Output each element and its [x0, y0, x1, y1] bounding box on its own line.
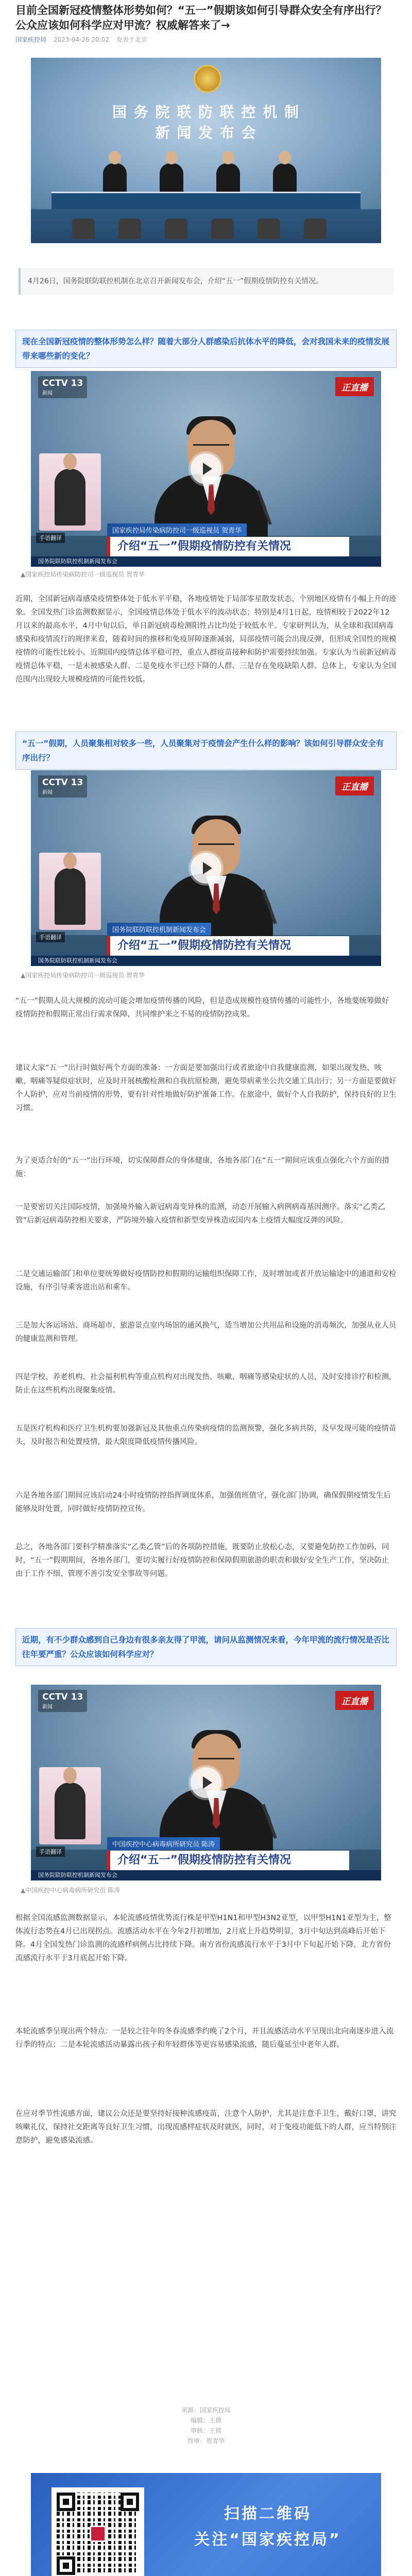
video-ticker: 国务院联防联控机制新闻发布会 [31, 956, 381, 966]
video-player-1[interactable] [31, 371, 381, 567]
audience-member [304, 218, 327, 239]
video-headline: 介绍“五一”假期疫情防控有关情况 [107, 537, 349, 556]
paragraph: 在应对季节性流感方面，建议公众还是要坚持好接种流感疫苗，注意个人防护，尤其是注意手卫生，戴好口罩，讲究咳嗽礼仪，保持社交距离等良好卫生习惯，出现流感样症状及时就医，同时，对于免疫功能低下的人群，应当特别注意防护，避免感染流感。 [15, 2110, 397, 2145]
play-icon[interactable] [191, 853, 221, 884]
sign-label: 手语翻译 [36, 533, 65, 543]
paragraph: 二是交通运输部门和单位要统筹做好疫情防控和假期的运输组织保障工作，及时增加或者开放运输途中的通道和安检设施，有序引导乘客进出站和乘车。 [15, 1270, 397, 1292]
paragraph: 一是要密切关注国际疫情，加强境外输入新冠病毒变异株的监测，动态开展输入病例病毒基因测序。落实“乙类乙管”后新冠病毒防控相关要求，严防境外输入疫情和新型变异株造成国内本土疫情大幅度反弹的风险。 [15, 1203, 386, 1225]
speaker-lower-third: 国务院联防联控机制新闻发布会 [107, 923, 211, 936]
panel-speaker [273, 163, 297, 194]
video-caption-3: ▲中国疾控中心病毒病所研究员 陈涛 [21, 1887, 121, 1894]
cctv13-logo: CCTV 13 新闻 [38, 1690, 87, 1712]
article-location: 发表于北京 [116, 36, 147, 43]
video-ticker: 国务院联防联控机制新闻发布会 [31, 556, 381, 567]
sign-interpreter [55, 868, 85, 925]
paragraph: 四是学校、养老机构、社会福利机构等重点机构对出现发热、咳嗽、咽痛等感染症状的人员，及时安排诊疗和检测，防止在这些机构出现聚集疫情。 [15, 1373, 397, 1395]
cctv13-logo: CCTV 13 新闻 [38, 376, 87, 398]
question-box-2: “五一”假期，人员聚集相对较多一些，人员聚集对于疫情会产生什么样的影响？该如何引导群众安全有序出行？ [15, 732, 397, 770]
speaker-glasses [193, 444, 229, 454]
paragraph: 根据全国流感监测数据显示，本轮流感疫情优势流行株是甲型H1N1和甲型H3N2亚型，以甲型H1N1亚型为主，整体流行态势在4月已出现拐点。流感活动水平在今年2月初增加，2月底上升趋势明显，3月中旬达到高峰后开始下降。4月全国发热门诊监测的流感样病例占比持续下降。南方省份流感流行水平于3月中下旬起开始下降，北方省份流感流行水平于3月底起开始下降。 [15, 1914, 391, 1962]
qr-finder [57, 2493, 75, 2511]
qr-center-logo-icon [90, 2526, 106, 2542]
photo-banner-line2: 新 闻 发 布 会 [155, 124, 257, 141]
audience-member [211, 218, 234, 239]
live-badge: 正直播 [335, 1691, 374, 1710]
press-conference-photo [31, 58, 381, 243]
question-box-1: 现在全国新冠疫情的整体形势怎么样？随着大部分人群感染后抗体水平的降低，会对我国未来的疫情发展带来哪些新的变化？ [15, 330, 397, 368]
article-title: 目前全国新冠疫情整体形势如何？“五一”假期该如何引导群众安全有序出行？公众应该如何科学应对甲流？权威解答来了→ [15, 4, 387, 31]
follow-banner [31, 2473, 381, 2576]
sign-label: 手语翻译 [36, 932, 65, 942]
question-box-3: 近期，有不少群众感到自己身边有很多亲友得了甲流，请问从监测情况来看，今年甲流的流行情况是否比往年要严重？公众应该如何科学应对？ [15, 1628, 397, 1666]
sign-interpreter [55, 1783, 85, 1839]
paragraph: 建议大家“五一”出行时做好两个方面的准备：一方面是要加强出行或者旅途中自我健康监测，如果出现发热、咳嗽、咽痛等疑似症状时，应及时开展核酸检测和自我抗原检测，避免带病乘坐公共交通工具出行；另一方面是要做好个人防护，应对当前疫情的形势，要有针对性地做好防护准备工作。在旅途中，做好个人自我防护，保持良好的卫生习惯。 [15, 1064, 397, 1112]
national-emblem-icon [194, 65, 221, 93]
paragraph: 本轮流感季呈现出两个特点：一是较之往年的冬春流感季约晚了2个月，并且流感活动水平呈现出北向南逐步进入流行季的特点；二是本轮流感活动暴露出孩子和年轻群体等更容易感染流感，随后蔓延至中老年人群。 [15, 2027, 394, 2049]
intro-quote: 4月26日，国务院联防联控机制在北京召开新闻发布会，介绍“五一”假期疫情防控有关情况。 [19, 268, 393, 295]
credit-final: 终审：贺青华 [187, 2437, 225, 2445]
qr-subtitle: 关注“国家疾控局” [194, 2531, 341, 2549]
paragraph: 近期，全国新冠病毒感染疫情整体处于低水平平稳，各地疫情处于局部零星散发状态，个别地区疫情有小幅上升的迹象。全国发热门诊监测数据显示，全国疫情总体处于低水平的波动状态；特别是4月1日起，疫情相较于2022年12月以来的最高水平，4月中旬以后，单日新冠病毒检测阳性占比均处于较低水平。专家研判认为，从全球和我国病毒感染和疫情流行的规律来看，随着时间的推移和免疫屏障逐渐减弱，局部疫情可能会出现反弹，但形成全国性的规模疫情的可能性比较小。近期国内疫情总体平稳可控，重点人群疫苗接种和防护需要持续加强。专家认为当前新冠病毒疫情总体平稳，一是未被感染人群、二是免疫水平已经下降的人群、三是存在免疫缺陷人群。总体上，专家认为全国范围内出现较大规模疫情的可能性较低。 [15, 595, 397, 684]
paragraph: 六是各地各部门期间应该启动24小时疫情防控指挥调度体系，加强值班值守，强化部门协调，确保假期疫情发生后能够及时处置，同时做好疫情防控宣传。 [15, 1492, 391, 1513]
video-headline: 介绍“五一”假期疫情防控有关情况 [107, 1851, 349, 1870]
paragraph: “五一”假期人员大规模的流动可能会增加疫情传播的风险，但是造成规模性疫情传播的可能性小，各地要统筹做好疫情防控和假期正常出行需求保障，共同维护来之不易的疫情防控成果。 [15, 997, 389, 1019]
panel-speaker [103, 163, 127, 194]
qr-title: 扫描二维码 [224, 2505, 312, 2523]
panel-desk [52, 192, 360, 211]
play-icon[interactable] [191, 453, 221, 484]
audience-member [72, 218, 95, 239]
credits [0, 2405, 412, 2446]
panel-speaker [160, 163, 183, 194]
paragraph: 五是医疗机构和医疗卫生机构要加强新冠及其他重点传染病疫情的监测预警，强化多病共防，及早发现可能的疫情苗头，及时报告和处置疫情，最大限度降低疫情传播风险。 [15, 1425, 397, 1446]
video-headline: 介绍“五一”假期疫情防控有关情况 [107, 936, 349, 956]
panel-speaker [216, 163, 240, 194]
qr-code[interactable] [52, 2487, 144, 2576]
video-caption-2: ▲国家疾控局传染病防控司一级巡视员 贺青华 [21, 972, 145, 979]
speaker-glasses [198, 1758, 234, 1768]
credit-editor: 编辑：王倩 [190, 2417, 221, 2424]
qr-finder [121, 2493, 139, 2511]
audience-member [258, 218, 280, 239]
audience-member [165, 218, 187, 239]
speaker-lower-third: 中国疾控中心病毒病所研究员 陈涛 [107, 1837, 220, 1850]
video-ticker: 国务院联防联控机制新闻发布会 [31, 1870, 381, 1880]
speaker-lower-third: 国家疾控局传染病防控司一级巡视员 贺青华 [107, 523, 247, 536]
live-badge: 正直播 [335, 377, 374, 396]
video-player-3[interactable] [31, 1685, 381, 1880]
credit-reviewer: 审核：王倩 [190, 2427, 221, 2434]
audience-member [118, 218, 141, 239]
cctv13-logo: CCTV 13 新闻 [38, 775, 87, 798]
video-player-2[interactable] [31, 770, 381, 966]
video-caption-1: ▲国家疾控局传染病防控司一级巡视员 贺青华 [21, 571, 145, 578]
sign-interpreter [55, 469, 85, 526]
paragraph: 总之，各地各部门要科学精准落实“乙类乙管”后的各项防控措施，既要防止放松心态，又要避免防控工作加码，同时，“五一”假期期间，各地各部门，要切实履行好疫情防控和保障假期旅游的职责和做好安全生产工作，坚决防止由于工作不细、管理不善引发安全事故等问题。 [15, 1543, 389, 1578]
play-icon[interactable] [191, 1767, 221, 1798]
article-date: 2023-04-26 20:02 [53, 36, 109, 43]
paragraph: 三是加大客运场站、商场超市、旅游景点室内场馆的通风换气，适当增加公共用品和设施的消毒频次，加强从业人员的健康监测和管理。 [15, 1321, 397, 1343]
speaker-glasses [198, 843, 234, 853]
article-source-link[interactable]: 国家疾控局 [15, 36, 47, 43]
sign-label: 手语翻译 [36, 1846, 65, 1857]
paragraph: 为了更适合好的“五一”出行环境，切实保障群众的身体健康，各地各部门在“五一”期间应该重点强化六个方面的措施： [15, 1157, 390, 1178]
qr-pattern [57, 2493, 139, 2575]
credit-source: 来源：国家疾控局 [181, 2406, 231, 2414]
article-meta [15, 35, 397, 44]
live-badge: 正直播 [335, 776, 374, 795]
qr-finder [57, 2556, 75, 2575]
photo-banner-line1: 国 务 院 联 防 联 控 机 制 [112, 104, 300, 121]
